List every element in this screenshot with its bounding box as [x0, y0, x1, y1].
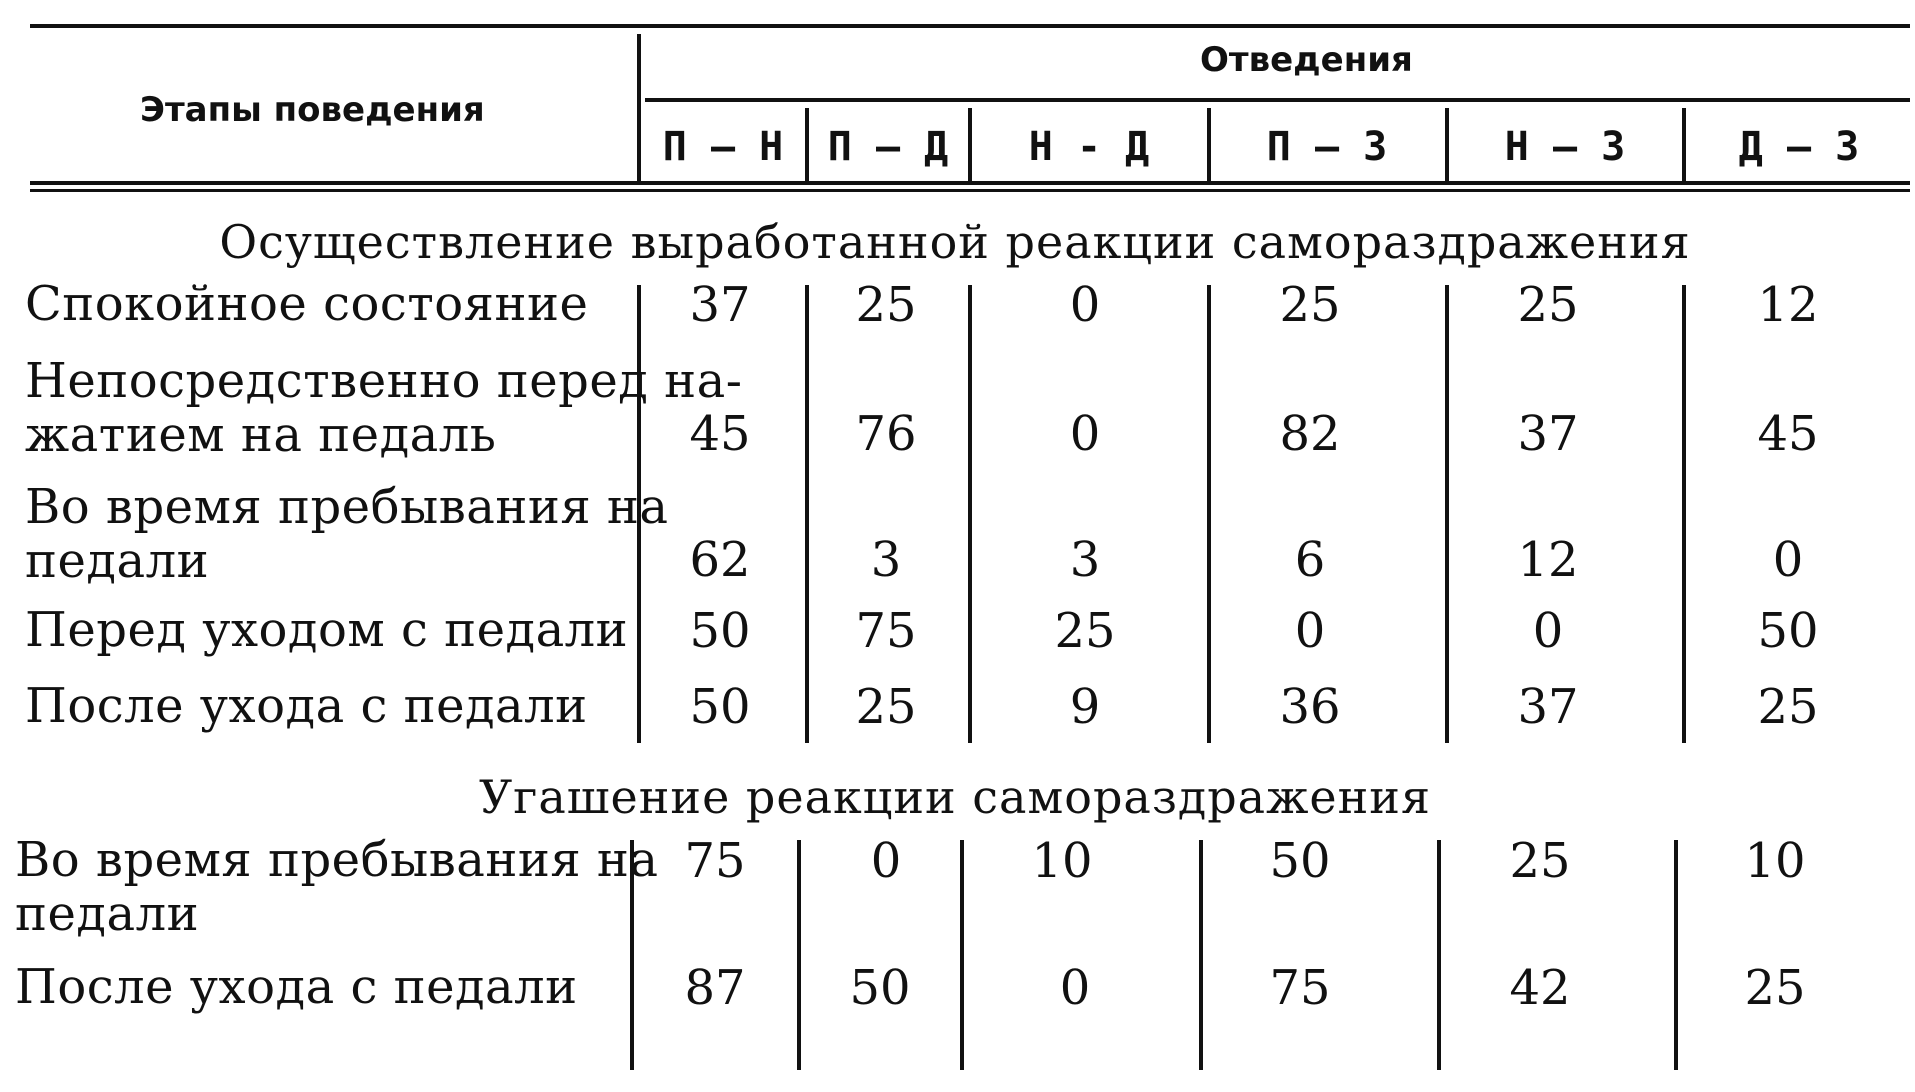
body-divider-4	[1445, 285, 1449, 743]
top-rule	[30, 24, 1910, 28]
cell-value: 0	[1294, 603, 1326, 659]
row-label	[25, 277, 588, 331]
row-label	[25, 603, 628, 657]
cell-value: 25	[855, 679, 917, 735]
cell-value: 25	[1517, 277, 1579, 333]
header-divider-5	[1682, 108, 1686, 184]
cell-value: 50	[689, 603, 751, 659]
row-label-line: педали	[25, 533, 210, 589]
section-title: Осуществление выработанной реакции самораздражения	[219, 215, 1691, 269]
cell-value: 25	[1744, 960, 1806, 1016]
column-header-p-z: П — З	[1266, 124, 1388, 170]
cell-value: 25	[1509, 833, 1571, 889]
row-label-line: Во время пребывания на	[25, 479, 669, 535]
row-label	[25, 679, 588, 733]
column-header-n-z: Н — З	[1504, 124, 1626, 170]
row-label-line: Перед уходом с педали	[25, 602, 629, 658]
cell-value: 50	[849, 960, 911, 1016]
column-header-n-d: Н - Д	[1028, 124, 1150, 170]
cell-value: 25	[1279, 277, 1341, 333]
cell-value: 75	[855, 603, 917, 659]
cell-value: 25	[855, 277, 917, 333]
cell-value: 87	[684, 960, 746, 1016]
cell-value: 25	[1757, 679, 1819, 735]
row-label-line: Во время пребывания на	[15, 832, 659, 888]
body-divider-3	[1199, 840, 1203, 1070]
body-divider-2	[968, 285, 972, 743]
cell-value: 12	[1757, 277, 1819, 333]
row-label-line: После ухода с педали	[15, 959, 578, 1015]
cell-value: 3	[1069, 532, 1101, 588]
header-bottom-rule-2	[30, 189, 1910, 192]
row-label	[15, 960, 578, 1014]
cell-value: 10	[1744, 833, 1806, 889]
column-header-d-z: Д — З	[1738, 124, 1860, 170]
cell-value: 75	[1269, 960, 1331, 1016]
cell-value: 0	[1772, 532, 1804, 588]
cell-value: 50	[1757, 603, 1819, 659]
body-divider-3	[1207, 285, 1211, 743]
row-label-line: жатием на педаль	[25, 407, 497, 463]
cell-value: 76	[855, 406, 917, 462]
body-divider-1	[805, 285, 809, 743]
header-divider-2	[968, 108, 972, 184]
leads-underline	[645, 98, 1910, 102]
body-divider-1	[797, 840, 801, 1070]
header-divider-3	[1207, 108, 1211, 184]
body-divider-4	[1437, 840, 1441, 1070]
cell-value: 36	[1279, 679, 1341, 735]
cell-value: 0	[870, 833, 902, 889]
body-divider-5	[1682, 285, 1686, 743]
cell-value: 10	[1031, 833, 1093, 889]
cell-value: 37	[1517, 406, 1579, 462]
cell-value: 0	[1069, 406, 1101, 462]
column-header-p-d: П — Д	[827, 124, 949, 170]
row-label-line: Спокойное состояние	[25, 276, 589, 332]
header-divider-stage	[637, 34, 641, 184]
cell-value: 62	[689, 532, 751, 588]
leads-header: Отведения	[1200, 40, 1413, 80]
cell-value: 3	[870, 532, 902, 588]
cell-value: 9	[1069, 679, 1101, 735]
cell-value: 50	[689, 679, 751, 735]
row-label-line: После ухода с педали	[25, 678, 588, 734]
cell-value: 0	[1069, 277, 1101, 333]
cell-value: 37	[1517, 679, 1579, 735]
row-label	[25, 354, 742, 462]
cell-value: 12	[1517, 532, 1579, 588]
cell-value: 37	[689, 277, 751, 333]
cell-value: 45	[1757, 406, 1819, 462]
cell-value: 45	[689, 406, 751, 462]
cell-value: 0	[1532, 603, 1564, 659]
header-divider-1	[805, 108, 809, 184]
row-label	[25, 480, 668, 588]
row-label	[15, 833, 658, 941]
header-divider-4	[1445, 108, 1449, 184]
column-header-p-n: П — Н	[662, 124, 784, 170]
body-divider-2	[960, 840, 964, 1070]
row-label-line: педали	[15, 886, 200, 942]
section-title: Угашение реакции самораздражения	[479, 770, 1431, 824]
cell-value: 42	[1509, 960, 1571, 1016]
body-divider-5	[1674, 840, 1678, 1070]
stage-header: Этапы поведения	[140, 90, 485, 130]
cell-value: 75	[684, 833, 746, 889]
cell-value: 6	[1294, 532, 1326, 588]
row-label-line: Непосредственно перед на-	[25, 353, 743, 409]
cell-value: 0	[1059, 960, 1091, 1016]
cell-value: 50	[1269, 833, 1331, 889]
cell-value: 25	[1054, 603, 1116, 659]
cell-value: 82	[1279, 406, 1341, 462]
